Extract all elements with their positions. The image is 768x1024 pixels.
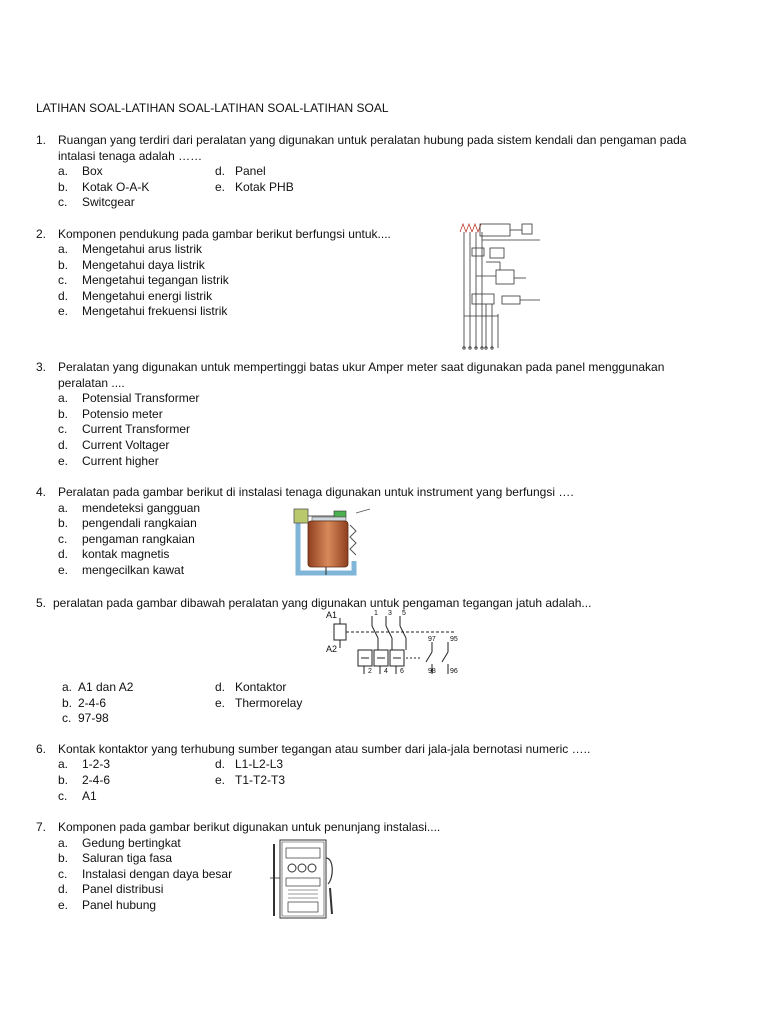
- question-text-line: Ruangan yang terdiri dari peralatan yang digunakan untuk peralatan hubung pada sistem kendali dan pengaman pada: [58, 133, 687, 147]
- option-letter: c.: [58, 789, 68, 803]
- question-text-line: Komponen pendukung pada gambar berikut berfungsi untuk....: [58, 227, 391, 241]
- terminal-4: 4: [384, 668, 388, 675]
- option-text: T1-T2-T3: [235, 773, 286, 787]
- option-text: A1 dan A2: [78, 680, 134, 694]
- option-text: Panel distribusi: [82, 882, 164, 896]
- question-number: 6.: [36, 742, 47, 756]
- option-text: Panel: [235, 164, 266, 178]
- option-letter: e.: [58, 898, 69, 912]
- question-text-line: peralatan ....: [58, 376, 125, 390]
- option-text: Panel hubung: [82, 898, 157, 912]
- option-text: pengaman rangkaian: [82, 532, 195, 546]
- question-number: 7.: [36, 820, 47, 834]
- option-text: Instalasi dengan daya besar: [82, 867, 233, 881]
- question-number: 4.: [36, 485, 47, 499]
- option-letter: c.: [62, 711, 72, 725]
- option-text: 97-98: [78, 711, 109, 725]
- option-text: Gedung bertingkat: [82, 836, 181, 850]
- option-letter: d.: [58, 547, 69, 561]
- page-title: LATIHAN SOAL-LATIHAN SOAL-LATIHAN SOAL-LATIHAN SOAL: [36, 101, 389, 115]
- option-text: kontak magnetis: [82, 547, 170, 561]
- option-letter: b.: [58, 516, 69, 530]
- option-text: Switcgear: [82, 195, 135, 209]
- option-letter: e.: [58, 454, 69, 468]
- option-text: Mengetahui tegangan listrik: [82, 273, 229, 287]
- option-text: Kotak O-A-K: [82, 180, 150, 194]
- question-text-line: Peralatan yang digunakan untuk mempertinggi batas ukur Amper meter saat digunakan pada panel menggunakan: [58, 360, 665, 374]
- option-letter: c.: [58, 867, 68, 881]
- option-text: L1-L2-L3: [235, 757, 284, 771]
- option-letter: c.: [58, 195, 68, 209]
- question-text-line: Kontak kontaktor yang terhubung sumber tegangan atau sumber dari jala-jala bernotasi numeric …..: [58, 742, 591, 756]
- option-letter: b.: [58, 407, 69, 421]
- question-text-line: Komponen pada gambar berikut digunakan untuk penunjang instalasi....: [58, 820, 441, 834]
- option-text: Mengetahui arus listrik: [82, 242, 203, 256]
- option-letter: a.: [62, 680, 73, 694]
- option-letter: d.: [58, 289, 69, 303]
- terminal-98: 98: [428, 668, 436, 675]
- option-text: Mengetahui daya listrik: [82, 258, 205, 272]
- terminal-3: 3: [388, 610, 392, 617]
- option-letter: e.: [215, 696, 226, 710]
- option-letter: d.: [58, 438, 69, 452]
- option-letter: d.: [58, 882, 69, 896]
- option-letter: b.: [58, 851, 69, 865]
- option-text: pengendali rangkaian: [82, 516, 197, 530]
- option-text: mengecilkan kawat: [82, 563, 185, 577]
- option-letter: a.: [58, 501, 69, 515]
- option-text: Mengetahui frekuensi listrik: [82, 304, 228, 318]
- option-letter: e.: [215, 773, 226, 787]
- option-letter: c.: [58, 422, 68, 436]
- option-letter: b.: [62, 696, 73, 710]
- question-number: 1.: [36, 133, 47, 147]
- question-number: 2.: [36, 227, 47, 241]
- option-text: 2-4-6: [82, 773, 111, 787]
- option-text: Kontaktor: [235, 680, 287, 694]
- distribution-panel-sketch: [268, 838, 348, 920]
- relay-coil-illustration: [290, 505, 372, 579]
- option-letter: c.: [58, 273, 68, 287]
- option-text: Current Transformer: [82, 422, 191, 436]
- option-letter: e.: [58, 304, 69, 318]
- option-letter: a.: [58, 836, 69, 850]
- option-text: Saluran tiga fasa: [82, 851, 173, 865]
- option-letter: d.: [215, 680, 226, 694]
- terminal-95: 95: [450, 636, 458, 643]
- option-letter: b.: [58, 180, 69, 194]
- question-text-line: intalasi tenaga adalah ……: [58, 149, 203, 163]
- terminal-96: 96: [450, 668, 458, 675]
- option-text: Current Voltager: [82, 438, 170, 452]
- option-letter: c.: [58, 532, 68, 546]
- option-text: Box: [82, 164, 103, 178]
- option-letter: e.: [58, 563, 69, 577]
- contactor-thermorelay-diagram: [324, 608, 464, 678]
- option-text: Potensio meter: [82, 407, 163, 421]
- option-letter: b.: [58, 773, 69, 787]
- terminal-2: 2: [368, 668, 372, 675]
- question-number: 3.: [36, 360, 47, 374]
- option-letter: d.: [215, 164, 226, 178]
- label-a1: A1: [326, 610, 338, 620]
- option-text: Mengetahui energi listrik: [82, 289, 213, 303]
- option-letter: a.: [58, 391, 69, 405]
- question-text-line: Peralatan pada gambar berikut di instalasi tenaga digunakan untuk instrument yang berfungsi ….: [58, 485, 574, 499]
- option-letter: b.: [58, 258, 69, 272]
- panel-wiring-diagram: [456, 218, 546, 354]
- option-text: 2-4-6: [78, 696, 107, 710]
- option-letter: a.: [58, 757, 69, 771]
- terminal-5: 5: [402, 610, 406, 617]
- question-number: 5.: [36, 596, 47, 610]
- label-a2: A2: [326, 644, 338, 654]
- option-letter: e.: [215, 180, 226, 194]
- option-text: Current higher: [82, 454, 159, 468]
- option-text: Potensial Transformer: [82, 391, 200, 405]
- option-letter: a.: [58, 164, 69, 178]
- option-letter: d.: [215, 757, 226, 771]
- terminal-6: 6: [400, 668, 404, 675]
- option-letter: a.: [58, 242, 69, 256]
- option-text: Kotak PHB: [235, 180, 294, 194]
- terminal-97: 97: [428, 636, 436, 643]
- question-text-line: peralatan pada gambar dibawah peralatan yang digunakan untuk pengaman tegangan jatuh adalah...: [53, 596, 592, 610]
- option-text: Thermorelay: [235, 696, 303, 710]
- option-text: 1-2-3: [82, 757, 111, 771]
- terminal-1: 1: [374, 610, 378, 617]
- option-text: A1: [82, 789, 97, 803]
- option-text: mendeteksi gangguan: [82, 501, 201, 515]
